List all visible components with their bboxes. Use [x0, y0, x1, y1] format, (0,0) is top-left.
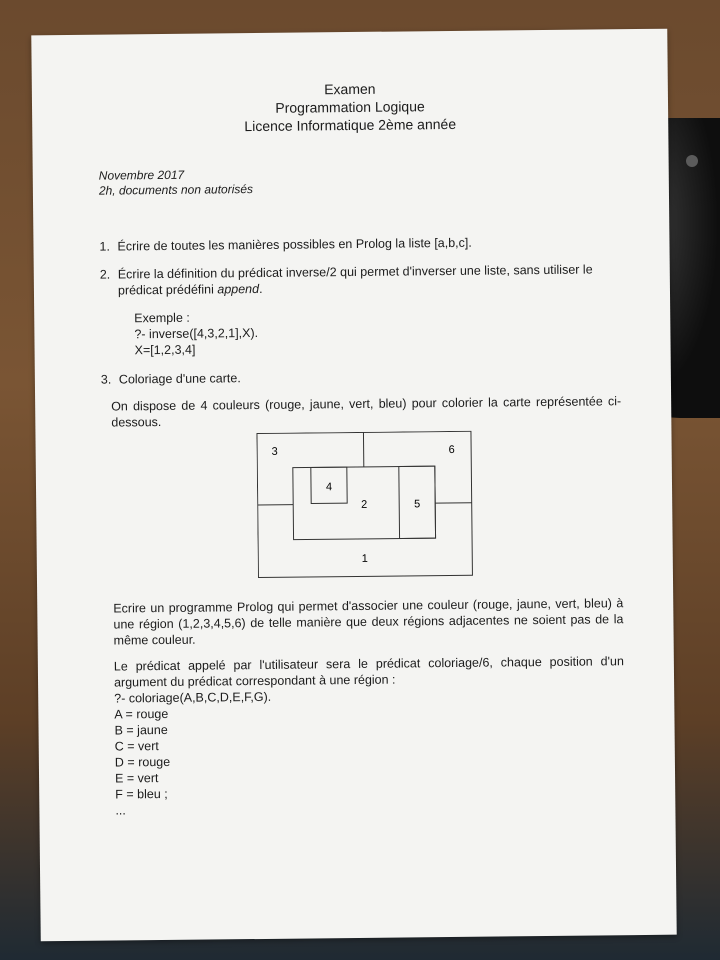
question-number: 2.: [99, 267, 111, 282]
example-block: [134, 309, 258, 358]
answers-block: [114, 689, 272, 819]
question-number: 3.: [100, 372, 112, 387]
example-label: Exemple :: [134, 310, 190, 326]
question-number: 1.: [99, 239, 111, 254]
question-text-line2: prédicat prédéfini append.: [117, 281, 263, 298]
exam-level: Licence Informatique 2ème année: [244, 115, 457, 135]
answer-line: F = bleu ;: [115, 786, 168, 802]
map-label-2: 2: [361, 498, 368, 511]
example-result: X=[1,2,3,4]: [134, 342, 196, 358]
answer-line: ...: [115, 803, 126, 818]
question-3: [100, 366, 639, 387]
answer-line: C = vert: [114, 739, 159, 754]
region-map: [256, 431, 474, 579]
exam-sheet: [31, 29, 676, 942]
exam-conditions: 2h, documents non autorisés: [98, 182, 254, 198]
question-text: Écrire de toutes les manières possibles en Prolog la liste [a,b,c].: [117, 235, 472, 254]
question-text: Écrire la définition du prédicat inverse/2 qui permet d'inverser une liste, sans utiliser le: [117, 262, 593, 282]
coloring-query: ?- coloriage(A,B,C,D,E,F,G).: [114, 689, 272, 706]
append-keyword: append: [217, 281, 260, 297]
exam-subject: Programmation Logique: [275, 98, 425, 116]
answer-line: B = jaune: [114, 722, 168, 738]
map-label-4: 4: [325, 481, 333, 494]
map-label-3: 3: [271, 445, 278, 458]
coloring-program: Ecrire un programme Prolog qui permet d'associer une couleur (rouge, jaune, vert, bleu) à une région (1,2,3,4,5,6) de telle manière que deux régions adjacentes ne soient pas de la même couleur.: [113, 596, 624, 648]
exam-meta: [99, 167, 253, 199]
question-2: [99, 261, 638, 298]
map-label-6: 6: [448, 443, 455, 457]
coloring-intro: On dispose de 4 couleurs (rouge, jaune, vert, bleu) pour colorier la carte représentée ci-dessous.: [111, 394, 622, 430]
answer-line: E = vert: [114, 771, 159, 786]
example-query: ?- inverse([4,3,2,1],X).: [134, 325, 259, 342]
question-text: Coloriage d'une carte.: [118, 371, 241, 387]
map-label-5: 5: [414, 498, 421, 511]
map-label-1: 1: [361, 552, 368, 565]
answer-line: D = rouge: [114, 754, 171, 770]
exam-title: Examen: [324, 80, 376, 98]
coloring-predicate: Le prédicat appelé par l'utilisateur sera le prédicat coloriage/6, chaque position d'un argument du prédicat correspondant à une région :: [113, 654, 624, 690]
answer-line: A = rouge: [114, 706, 169, 722]
hole-punch-button-icon: [686, 155, 698, 167]
exam-date: Novembre 2017: [98, 167, 185, 183]
question-1: [99, 233, 637, 254]
